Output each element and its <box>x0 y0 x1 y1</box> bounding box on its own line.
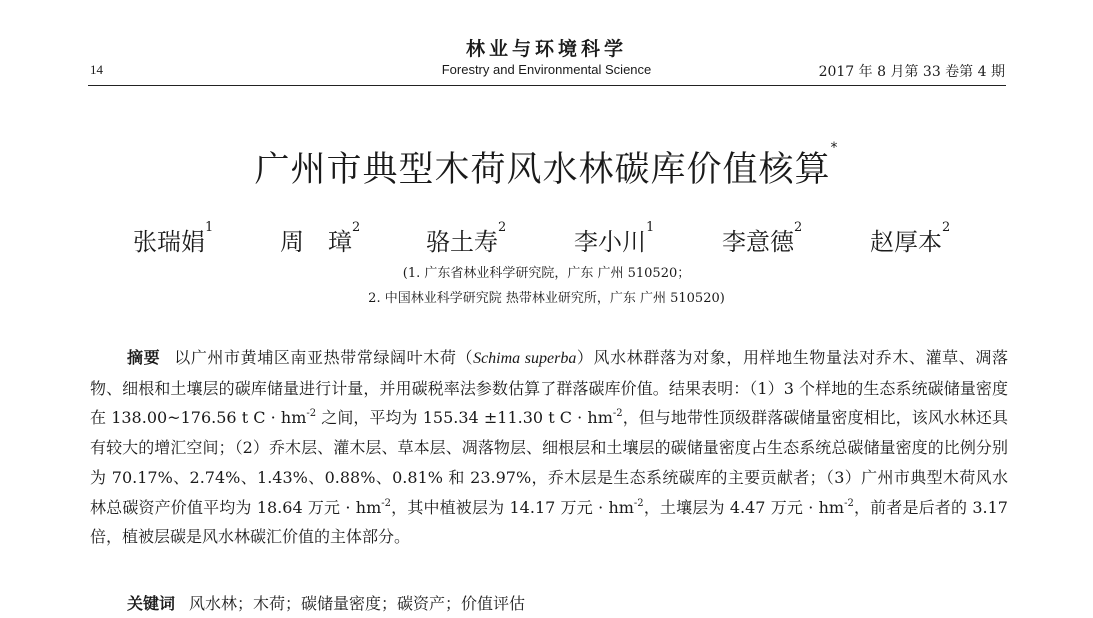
unit-exponent: -2 <box>612 408 623 420</box>
abstract-text: ，前者是后者的 3.17 倍，植被层碳是风水林碳汇价值的主体部分。 <box>90 497 1008 547</box>
issue-info: 2017 年 8 月第 33 卷第 4 期 <box>818 64 1005 80</box>
abstract-text: ，但与地带性顶级群落碳储量密度相比，该风水林还具有较大的增汇空间；（2）乔木层、灌木层、草本层、凋落物层、细根层和土壤层的碳储量密度占生态系统总碳储量密度的比例分别为 70.17%、2.74%、1.43%、0.88%、0.81% 和 23.97%，乔木层是生态系统碳库的主要贡献者；（3）广州市典型木荷风水林总碳资产价值平均为 18.64 万元 · hm <box>90 408 1008 517</box>
affiliation-line: (1. 广东省林业科学研究院，广东 广州 510520； <box>402 266 691 281</box>
unit-exponent: -2 <box>306 408 317 420</box>
author <box>133 222 213 257</box>
author-name: 李小川 <box>574 228 646 256</box>
unit-exponent: -2 <box>381 497 391 509</box>
author-name: 骆土寿 <box>426 228 498 256</box>
abstract-text: ）风水林群落为对象，用样地生物量法对乔木、灌草、凋落物、细根和土壤层的碳库储量进行计量，并用碳税率法参数估算了群落碳库价值。结果表明：（1）3 个样地的生态系统碳储量密度在 138.00~176.56 t C · hm <box>90 348 1008 428</box>
author-affiliation-mark: 1 <box>205 220 214 235</box>
page-number: 14 <box>90 62 103 77</box>
paper-title-text: 广州市典型木荷风水林碳库价值核算 <box>254 150 831 190</box>
abstract-text: ，其中植被层为 14.17 万元 · hm <box>391 497 634 517</box>
journal-title-en: Forestry and Environmental Science <box>441 62 652 77</box>
author <box>870 222 950 257</box>
author-name: 李意德 <box>722 228 794 256</box>
species-name: Schima superba <box>473 350 577 367</box>
author-affiliation-mark: 2 <box>942 220 951 235</box>
abstract-text: ，土壤层为 4.47 万元 · hm <box>643 497 845 517</box>
author-affiliation-mark: 2 <box>794 220 803 235</box>
author-affiliation-mark: 1 <box>646 220 655 235</box>
unit-exponent: -2 <box>633 497 644 509</box>
abstract-text: 以广州市黄埔区南亚热带常绿阔叶木荷（ <box>174 348 474 367</box>
author <box>426 222 506 257</box>
author-affiliation-mark: 2 <box>498 220 507 235</box>
unit-exponent: -2 <box>844 497 854 509</box>
paper-title <box>0 142 1093 192</box>
abstract-label: 摘要 <box>127 348 161 367</box>
author <box>574 222 654 257</box>
keywords-text: 风水林；木荷；碳储量密度；碳资产；价值评估 <box>189 594 526 613</box>
author-name: 周 璋 <box>280 228 352 256</box>
title-footnote-mark: * <box>830 140 839 156</box>
author <box>722 222 802 257</box>
abstract <box>90 343 1008 552</box>
journal-title-cn: 林业与环境科学 <box>465 38 627 60</box>
affiliation-line: 2. 中国林业科学研究院 热带林业研究所，广东 广州 510520) <box>368 291 725 306</box>
abstract-text: 之间，平均为 155.34 ±11.30 t C · hm <box>316 408 613 428</box>
author-name: 赵厚本 <box>870 228 942 256</box>
keywords <box>127 591 525 614</box>
author <box>280 222 360 257</box>
keywords-label: 关键词 <box>127 594 176 613</box>
author-affiliation-mark: 2 <box>352 220 361 235</box>
header-rule <box>88 85 1006 86</box>
author-name: 张瑞娟 <box>133 228 205 256</box>
